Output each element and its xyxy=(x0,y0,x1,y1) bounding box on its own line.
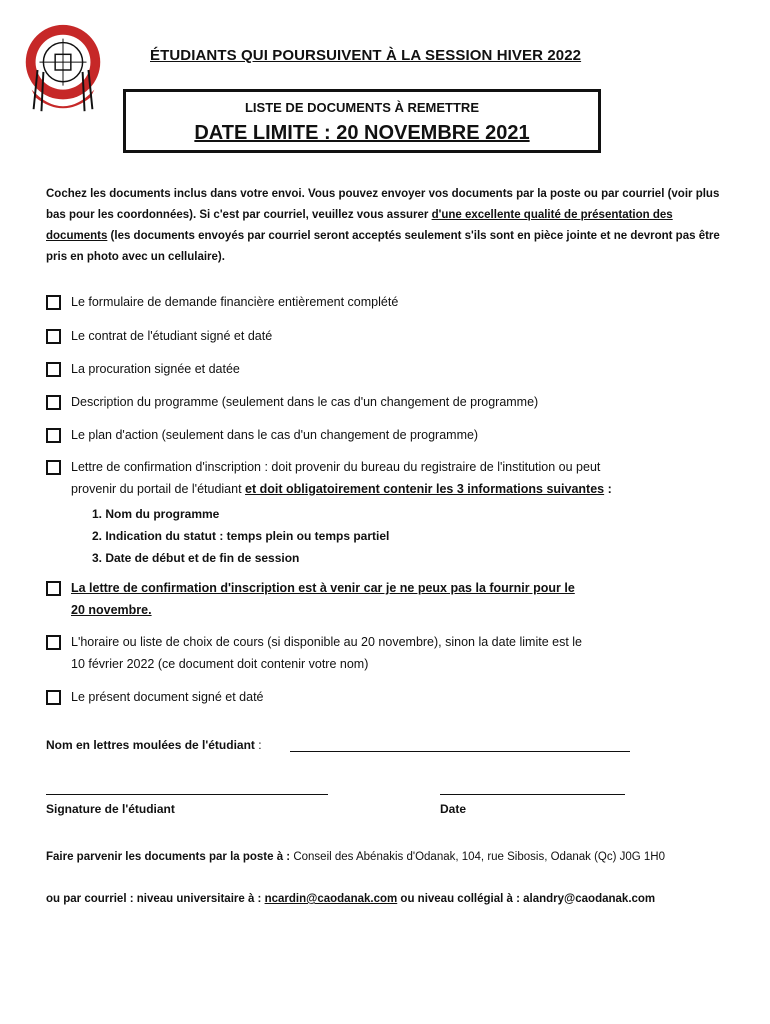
checklist-item-schedule[interactable] xyxy=(46,635,582,675)
checkbox[interactable] xyxy=(46,460,61,475)
checkbox[interactable] xyxy=(46,635,61,650)
checklist-item-pending[interactable] xyxy=(46,581,575,621)
student-name-input[interactable] xyxy=(290,751,630,752)
checklist-item[interactable] xyxy=(46,428,478,446)
item-label: La procuration signée et datée xyxy=(71,362,240,376)
item-label xyxy=(71,631,582,675)
intro-text: Cochez les documents inclus dans votre envoi. Vous pouvez envoyer vos documents par la poste ou par courriel (voir plus bas pour les coordonnées). Si c'est par courriel, veuillez vous assurer xyxy=(46,188,720,221)
pending-line1: La lettre de confirmation d'inscription est à venir car je ne peux pas la fournir pour le xyxy=(71,581,575,595)
mail-contact xyxy=(46,851,665,863)
deadline-box xyxy=(123,89,601,153)
checkbox[interactable] xyxy=(46,690,61,705)
instructions xyxy=(46,184,736,268)
conseil-abenakis-logo xyxy=(14,20,112,120)
checkbox[interactable] xyxy=(46,329,61,344)
item-label: Le plan d'action (seulement dans le cas d'un changement de programme) xyxy=(71,428,479,442)
deadline-text: DATE LIMITE : 20 NOVEMBRE 2021 xyxy=(194,122,530,144)
signature-label: Signature de l'étudiant xyxy=(46,802,175,816)
date-line[interactable] xyxy=(440,794,625,795)
checkbox[interactable] xyxy=(46,581,61,596)
item-label xyxy=(71,577,575,621)
checkbox[interactable] xyxy=(46,395,61,410)
checklist-item[interactable] xyxy=(46,329,272,347)
email-label: ou par courriel : niveau universitaire à : xyxy=(46,893,265,905)
email-university-link[interactable]: ncardin@caodanak.com xyxy=(264,893,398,905)
item-label: Le contrat de l'étudiant signé et daté xyxy=(71,329,273,343)
confirmation-colon: : xyxy=(604,482,612,496)
item-label xyxy=(71,456,612,500)
item-label: Le formulaire de demande financière entièrement complété xyxy=(71,295,399,309)
confirmation-line2: provenir du portail de l'étudiant xyxy=(71,482,246,496)
page-title: ÉTUDIANTS QUI POURSUIVENT À LA SESSION HIVER 2022 xyxy=(150,47,582,64)
name-sep: : xyxy=(254,738,262,752)
checkbox[interactable] xyxy=(46,428,61,443)
intro-text-end: (les documents envoyés par courriel seront acceptés seulement s'ils sont en pièce jointe et ne devront pas être pris en photo avec un cellulaire). xyxy=(46,230,720,263)
checklist-item-confirmation[interactable] xyxy=(46,460,612,500)
checklist-item[interactable] xyxy=(46,690,264,708)
schedule-line2: 10 février 2022 (ce document doit contenir votre nom) xyxy=(71,657,369,671)
mail-label: Faire parvenir les documents par la poste à : xyxy=(46,851,291,863)
pending-line2: 20 novembre. xyxy=(71,603,152,617)
checklist-item[interactable] xyxy=(46,395,538,413)
required-info-3: 3. Date de début et de fin de session xyxy=(92,551,300,565)
signature-line[interactable] xyxy=(46,794,328,795)
email-contact xyxy=(46,893,655,905)
checkbox[interactable] xyxy=(46,295,61,310)
checklist-item[interactable] xyxy=(46,362,240,380)
required-info-2: 2. Indication du statut : temps plein ou temps partiel xyxy=(92,529,390,543)
student-name-field xyxy=(46,738,262,752)
intro-underlined: d'une excellente qualité de présentation des documents xyxy=(46,209,673,242)
name-label: Nom en lettres moulées de l'étudiant xyxy=(46,738,255,752)
mail-address: Conseil des Abénakis d'Odanak, 104, rue Sibosis, Odanak (Qc) J0G 1H0 xyxy=(290,851,666,863)
confirmation-line1: Lettre de confirmation d'inscription : doit provenir du bureau du registraire de l'institution ou peut xyxy=(71,460,601,474)
checklist-item[interactable] xyxy=(46,295,398,313)
checkbox[interactable] xyxy=(46,362,61,377)
box-subtitle: LISTE DE DOCUMENTS À REMETTRE xyxy=(244,100,479,115)
item-label: Le présent document signé et daté xyxy=(71,690,264,704)
confirmation-required: et doit obligatoirement contenir les 3 informations suivantes xyxy=(245,482,605,496)
schedule-line1: L'horaire ou liste de choix de cours (si disponible au 20 novembre), sinon la date limite est le xyxy=(71,635,582,649)
date-label: Date xyxy=(440,802,467,816)
required-info-1: 1. Nom du programme xyxy=(92,507,220,521)
email-college: alandry@caodanak.com xyxy=(523,893,656,905)
email-mid: ou niveau collégial à : xyxy=(397,893,524,905)
item-label: Description du programme (seulement dans le cas d'un changement de programme) xyxy=(71,395,539,409)
